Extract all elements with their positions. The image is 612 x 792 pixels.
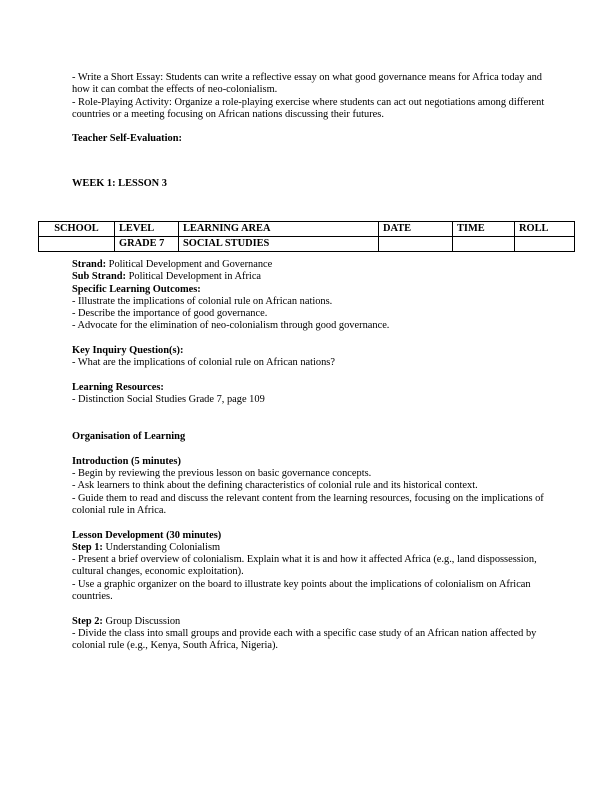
list-item: - Divide the class into small groups and provide each with a specific case study of an African nation affected by colonial rule (e.g., Kenya, South Africa, Nigeria). bbox=[72, 627, 537, 652]
list-item: - Ask learners to think about the defining characteristics of colonial rule and its historical context. bbox=[72, 480, 478, 492]
list-item: - Distinction Social Studies Grade 7, page 109 bbox=[72, 394, 265, 406]
inquiry-heading: Key Inquiry Question(s): bbox=[72, 345, 184, 357]
organisation-heading: Organisation of Learning bbox=[72, 431, 186, 443]
cell-roll bbox=[515, 237, 575, 252]
list-item: - Describe the importance of good governance. bbox=[72, 308, 268, 320]
step1-label: Step 1: bbox=[72, 541, 103, 553]
header-learning-area: LEARNING AREA bbox=[179, 222, 379, 237]
list-item: - Illustrate the implications of colonial rule on African nations. bbox=[72, 295, 333, 307]
strand-line bbox=[72, 259, 548, 271]
sub-strand-label: Sub Strand: bbox=[72, 271, 126, 283]
header-date: DATE bbox=[379, 222, 453, 237]
resources-heading: Learning Resources: bbox=[72, 381, 164, 393]
week-heading: WEEK 1: LESSON 3 bbox=[72, 178, 167, 190]
table-row bbox=[39, 237, 575, 252]
list-item: - Present a brief overview of colonialism. Explain what it is and how it affected Africa (e.g., land dispossession, cultural changes, economic exploitation). bbox=[72, 554, 537, 578]
sub-strand-line bbox=[72, 271, 548, 283]
step1-value: Understanding Colonialism bbox=[102, 541, 221, 553]
cell-learning-area: SOCIAL STUDIES bbox=[179, 237, 379, 252]
activity-role-play: - Role-Playing Activity: Organize a role-playing exercise where students can act out negotiations among different countries or a meeting focusing on African nations discussing their futures. bbox=[72, 96, 545, 120]
introduction-heading: Introduction (5 minutes) bbox=[72, 455, 181, 467]
outcomes-heading: Specific Learning Outcomes: bbox=[72, 283, 201, 295]
list-item: - Use a graphic organizer on the board to illustrate key points about the implications of colonialism on African countries. bbox=[72, 578, 531, 603]
lesson-info-table bbox=[38, 221, 575, 252]
strand-label: Strand: bbox=[72, 259, 107, 270]
cell-level: GRADE 7 bbox=[115, 237, 179, 252]
table-header-row bbox=[39, 222, 575, 237]
step2-value: Group Discussion bbox=[102, 615, 181, 627]
development-heading: Lesson Development (30 minutes) bbox=[72, 529, 222, 541]
step2-label: Step 2: bbox=[72, 615, 103, 627]
step1-line bbox=[72, 542, 548, 554]
header-time: TIME bbox=[453, 222, 515, 237]
strand-value: Political Development and Governance bbox=[106, 259, 273, 270]
list-item: - Advocate for the elimination of neo-colonialism through good governance. bbox=[72, 320, 390, 332]
list-item: - What are the implications of colonial rule on African nations? bbox=[72, 357, 335, 369]
cell-time bbox=[453, 237, 515, 252]
self-evaluation-heading: Teacher Self-Evaluation: bbox=[72, 133, 182, 145]
intro-block bbox=[72, 72, 548, 191]
cell-school bbox=[39, 237, 115, 252]
cell-date bbox=[379, 237, 453, 252]
header-school: SCHOOL bbox=[39, 222, 115, 237]
activity-essay: - Write a Short Essay: Students can write a reflective essay on what good governance means for Africa today and how it can combat the effects of neo-colonialism. bbox=[72, 72, 542, 96]
list-item: - Begin by reviewing the previous lesson on basic governance concepts. bbox=[72, 468, 372, 480]
list-item: - Guide them to read and discuss the relevant content from the learning resources, focusing on the implications of colonial rule in Africa. bbox=[72, 492, 544, 516]
sub-strand-value: Political Development in Africa bbox=[126, 271, 262, 283]
header-roll: ROLL bbox=[515, 222, 575, 237]
header-level: LEVEL bbox=[115, 222, 179, 237]
step2-line bbox=[72, 616, 548, 628]
lesson-body bbox=[72, 259, 548, 653]
